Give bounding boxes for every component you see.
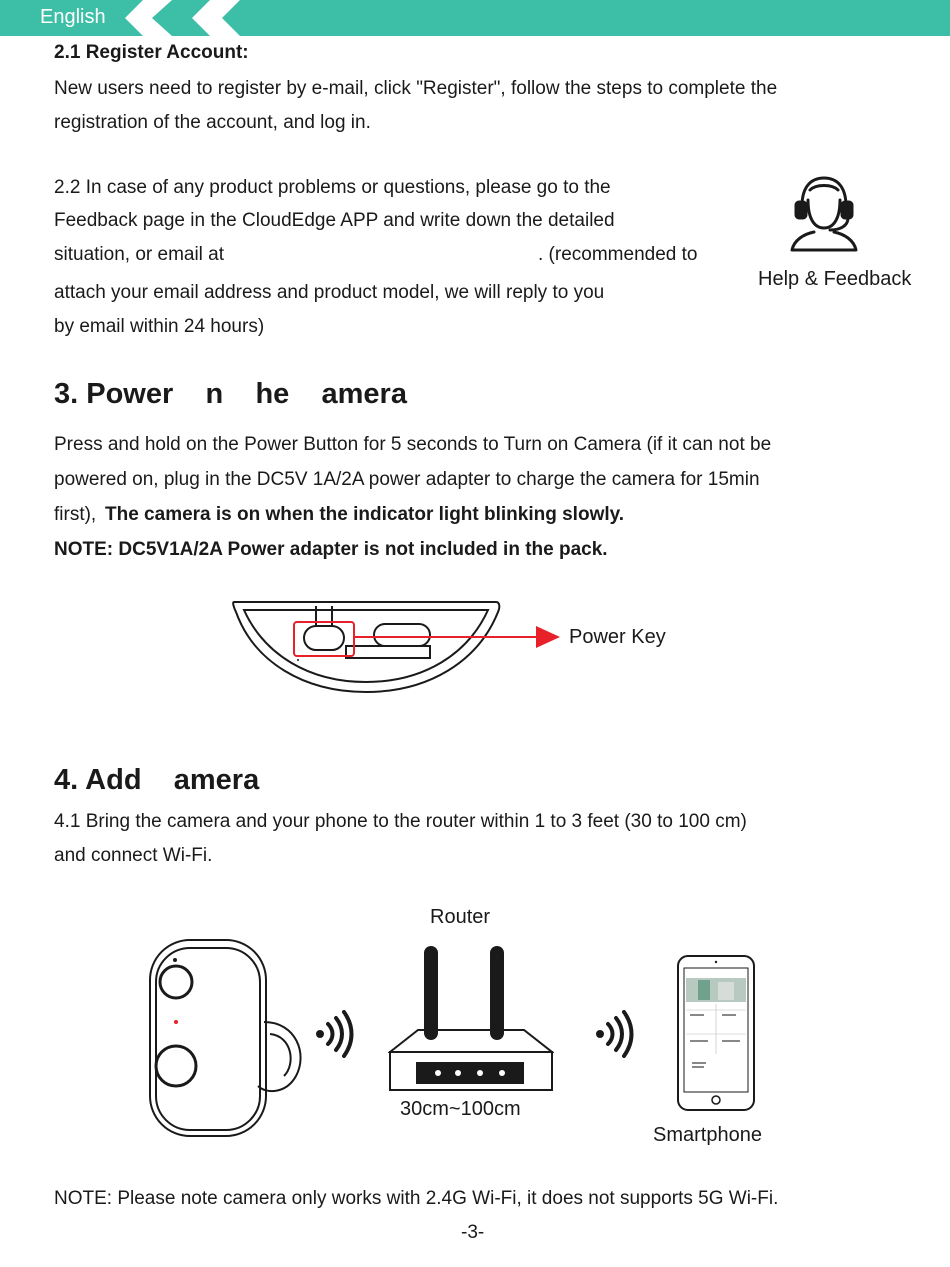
- headset-support-icon: [784, 170, 864, 256]
- router-icon: [388, 944, 554, 1092]
- power-text-line: first),: [54, 504, 97, 525]
- router-label: Router: [430, 906, 491, 928]
- power-text-line: powered on, plug in the DC5V 1A/2A power adapter to charge the camera for 15min: [54, 469, 760, 490]
- wifi-signal-icon: [312, 1010, 356, 1058]
- support-text-line: Feedback page in the CloudEdge APP and write down the detailed: [54, 210, 615, 231]
- smartphone-icon: [676, 954, 756, 1112]
- support-text-line: situation, or email at: [54, 244, 225, 265]
- arrow-right-icon: [536, 626, 560, 648]
- add-camera-text-line: and connect Wi-Fi.: [54, 845, 213, 866]
- add-camera-text-line: 4.1 Bring the camera and your phone to the router within 1 to 3 feet (30 to 100 cm): [54, 811, 747, 832]
- add-camera-heading: 4. Add amera: [54, 764, 260, 796]
- language-tab[interactable]: English: [40, 6, 106, 28]
- support-text-line: by email within 24 hours): [54, 316, 265, 337]
- camera-bottom-diagram: [228, 592, 568, 702]
- support-text-line: 2.2 In case of any product problems or questions, please go to the: [54, 177, 611, 198]
- smartphone-label: Smartphone: [653, 1124, 762, 1146]
- power-section-heading: 3. Power n he amera: [54, 378, 407, 410]
- support-text-line: attach your email address and product model, we will reply to you: [54, 282, 605, 303]
- power-key-label: Power Key: [569, 626, 666, 648]
- wifi-note: NOTE: Please note camera only works with 2.4G Wi-Fi, it does not supports 5G Wi-Fi.: [54, 1188, 779, 1209]
- distance-label: 30cm~100cm: [400, 1098, 521, 1120]
- adapter-note: NOTE: DC5V1A/2A Power adapter is not included in the pack.: [54, 539, 608, 560]
- page-number: -3-: [461, 1222, 485, 1243]
- power-indicator-note: The camera is on when the indicator light blinking slowly.: [105, 504, 625, 525]
- camera-icon: [146, 936, 306, 1142]
- power-text-line: Press and hold on the Power Button for 5 seconds to Turn on Camera (if it can not be: [54, 434, 772, 455]
- help-feedback-label: Help & Feedback: [758, 268, 912, 290]
- wifi-signal-icon: [592, 1010, 636, 1058]
- register-text-line: registration of the account, and log in.: [54, 112, 371, 133]
- top-banner: [0, 0, 950, 36]
- register-heading: 2.1 Register Account:: [54, 42, 249, 63]
- register-text-line: New users need to register by e-mail, click "Register", follow the steps to complete the: [54, 78, 778, 99]
- support-text-line: . (recommended to: [538, 244, 698, 265]
